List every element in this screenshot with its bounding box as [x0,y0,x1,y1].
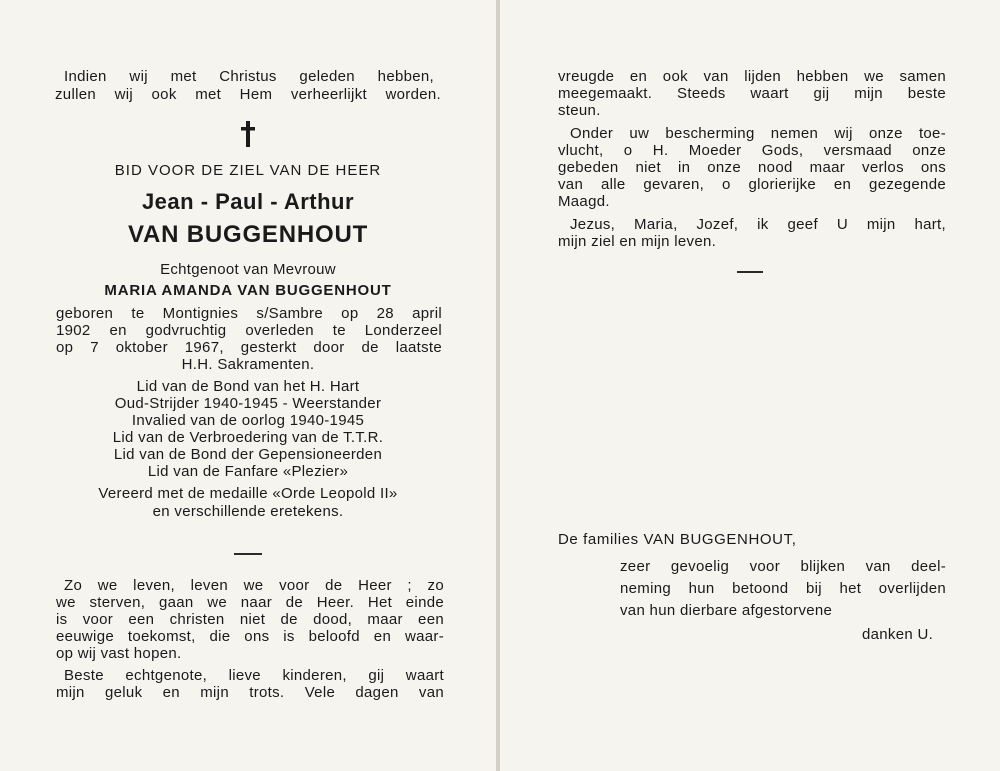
address-line-1: Beste echtgenote, lieve kinderen, gij waart [64,667,444,684]
section-divider-right [737,271,763,273]
membership-line-3: Invalied van de oorlog 1940-1945 [131,412,365,429]
verse-line-3: is voor een christen niet de dood, maar een [56,611,444,628]
thanks-intro: De families VAN BUGGENHOUT, [558,531,797,548]
thanks-line-2: neming hun betoond bij het overlijden [620,580,946,597]
motto-line-1: Indien wij met Christus geleden hebben, [64,68,434,85]
membership-line-8: en verschillende eretekens. [152,503,344,520]
prayer-line-3: gebeden niet in onze nood maar verlos ons [558,159,946,176]
thanks-close: danken U. [862,626,934,643]
invocation-line-2: mijn ziel en mijn leven. [558,233,717,250]
membership-line-6: Lid van de Fanfare «Plezier» [147,463,349,480]
thanks-line-1: zeer gevoelig voor blijken van deel- [620,558,946,575]
deceased-surname: VAN BUGGENHOUT [127,221,369,248]
membership-line-7: Vereerd met de medaille «Orde Leopold II» [98,485,398,502]
spouse-name: MARIA AMANDA VAN BUGGENHOUT [104,282,392,299]
prayer-line-2: vlucht, o H. Moeder Gods, versmaad onze [558,142,946,159]
latin-cross-icon [238,121,258,147]
membership-line-4: Lid van de Verbroedering van de T.T.R. [112,429,384,446]
bio-line-2: 1902 en godvruchtig overleden te Londerzeel [56,322,442,339]
continuation-line-2: meegemaakt. Steeds waart gij mijn beste [558,85,946,102]
prayer-line-5: Maagd. [558,193,610,210]
bio-line-4: H.H. Sakramenten. [181,356,315,373]
membership-line-5: Lid van de Bond der Gepensioneerden [113,446,383,463]
thanks-line-3: van hun dierbare afgestorvene [620,602,833,619]
bio-line-3: op 7 oktober 1967, gesterkt door de laatste [56,339,442,356]
prayer-line-1: Onder uw bescherming nemen wij onze toe- [570,125,946,142]
prayer-line-4: van alle gevaren, o glorierijke en gezegende [558,176,946,193]
invocation-line-1: Jezus, Maria, Jozef, ik geef U mijn hart, [570,216,946,233]
membership-line-2: Oud-Strijder 1940-1945 - Weerstander [114,395,382,412]
motto-line-2: zullen wij ook met Hem verheerlijkt worden. [55,86,441,103]
verse-line-2: we sterven, gaan we naar de Heer. Het einde [56,594,444,611]
section-divider-left [234,553,262,555]
address-line-2: mijn geluk en mijn trots. Vele dagen van [56,684,444,701]
verse-line-5: op wij vast hopen. [56,645,182,662]
verse-line-4: eeuwige toekomst, die ons is beloofd en waar- [56,628,444,645]
deceased-first-names: Jean - Paul - Arthur [141,189,355,214]
spouse-intro: Echtgenoot van Mevrouw [160,261,336,278]
membership-line-1: Lid van de Bond van het H. Hart [136,378,360,395]
bio-line-1: geboren te Montignies s/Sambre op 28 april [56,305,442,322]
continuation-line-3: steun. [558,102,601,119]
continuation-line-1: vreugde en ook van lijden hebben we samen [558,68,946,85]
verse-line-1: Zo we leven, leven we voor de Heer ; zo [64,577,444,594]
prayer-heading: BID VOOR DE ZIEL VAN DE HEER [114,162,382,179]
